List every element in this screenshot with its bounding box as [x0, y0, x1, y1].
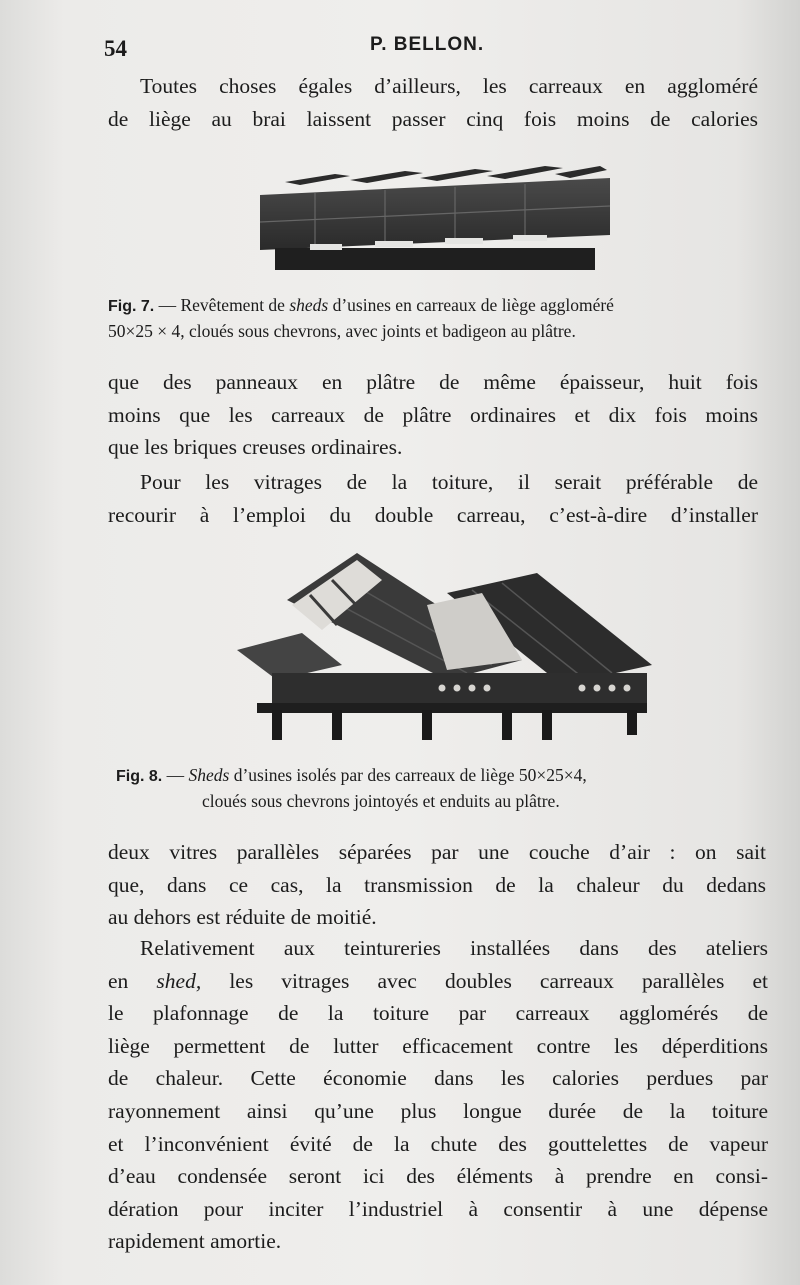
caption-emphasis: sheds: [289, 295, 329, 315]
text-line: Pour les vitrages de la toiture, il serait préférable de: [140, 470, 758, 494]
text-line: dération pour inciter l’industriel à consentir à une dépense: [108, 1196, 768, 1221]
text-line: que, dans ce cas, la transmission de la chaleur du dedans: [108, 872, 766, 897]
paragraph-1: [108, 70, 758, 135]
text-line: d’eau condensée seront ici des éléments à prendre en consi-: [108, 1164, 768, 1189]
paragraph-5: [108, 932, 768, 1258]
caption-line: cloués sous chevrons jointoyés et enduits au plâtre.: [202, 791, 560, 811]
text-line: et l’inconvénient évité de la chute des gouttelettes de vapeur: [108, 1131, 768, 1156]
text-line: rayonnement ainsi qu’une plus longue durée de la toiture: [108, 1098, 768, 1123]
page-header: [104, 30, 760, 60]
figure-8-caption: [116, 763, 756, 813]
paragraph-4: [108, 836, 766, 934]
figure-7-caption: [108, 293, 760, 343]
caption-text: —: [166, 765, 185, 785]
caption-line: [108, 293, 760, 319]
text-line: au dehors est réduite de moitié.: [108, 905, 377, 929]
text-line: de liège au brai laissent passer cinq fois moins de calories: [108, 106, 758, 131]
text-line: que les briques creuses ordinaires.: [108, 435, 403, 459]
text-line: liège permettent de lutter efficacement contre les déperditions: [108, 1033, 768, 1058]
caption-text: d’usines en carreaux de liège aggloméré: [332, 295, 614, 315]
text-line: Relativement aux teintureries installées dans des ateliers: [140, 936, 768, 960]
paragraph-3: [108, 466, 758, 531]
figure-7-image: [255, 160, 615, 275]
text-line: le plafonnage de la toiture par carreaux agglomérés de: [108, 1001, 768, 1026]
caption-text: — Revêtement de: [158, 295, 285, 315]
figure-8-image: [232, 545, 662, 745]
caption-text: d’usines isolés par des carreaux de liège 50×25×4,: [233, 765, 587, 785]
text-line: moins que les carreaux de plâtre ordinaires et dix fois moins: [108, 402, 758, 427]
text-emphasis: shed,: [156, 968, 202, 993]
text-line: que des panneaux en plâtre de même épaisseur, huit fois: [108, 370, 758, 394]
caption-emphasis: Sheds: [188, 765, 230, 785]
text-line: recourir à l’emploi du double carreau, c’est-à-dire d’installer: [108, 502, 758, 527]
running-head: P. BELLON.: [370, 34, 485, 55]
text-line: Toutes choses égales d’ailleurs, les carreaux en aggloméré: [140, 74, 758, 98]
caption-line: [116, 763, 756, 789]
page-number: 54: [104, 36, 127, 61]
text-line: deux vitres parallèles séparées par une couche d’air : on sait: [108, 840, 766, 864]
figure-label: Fig. 7.: [108, 298, 155, 315]
caption-line: 50×25 × 4, cloués sous chevrons, avec joints et badigeon au plâtre.: [108, 321, 576, 341]
text-line: en shed, les vitrages avec doubles carreaux parallèles et: [108, 968, 769, 993]
text-line: de chaleur. Cette économie dans les calories perdues par: [108, 1066, 768, 1091]
text-line: rapidement amortie.: [108, 1229, 282, 1254]
figure-label: Fig. 8.: [116, 768, 163, 785]
paragraph-2: [108, 366, 758, 464]
